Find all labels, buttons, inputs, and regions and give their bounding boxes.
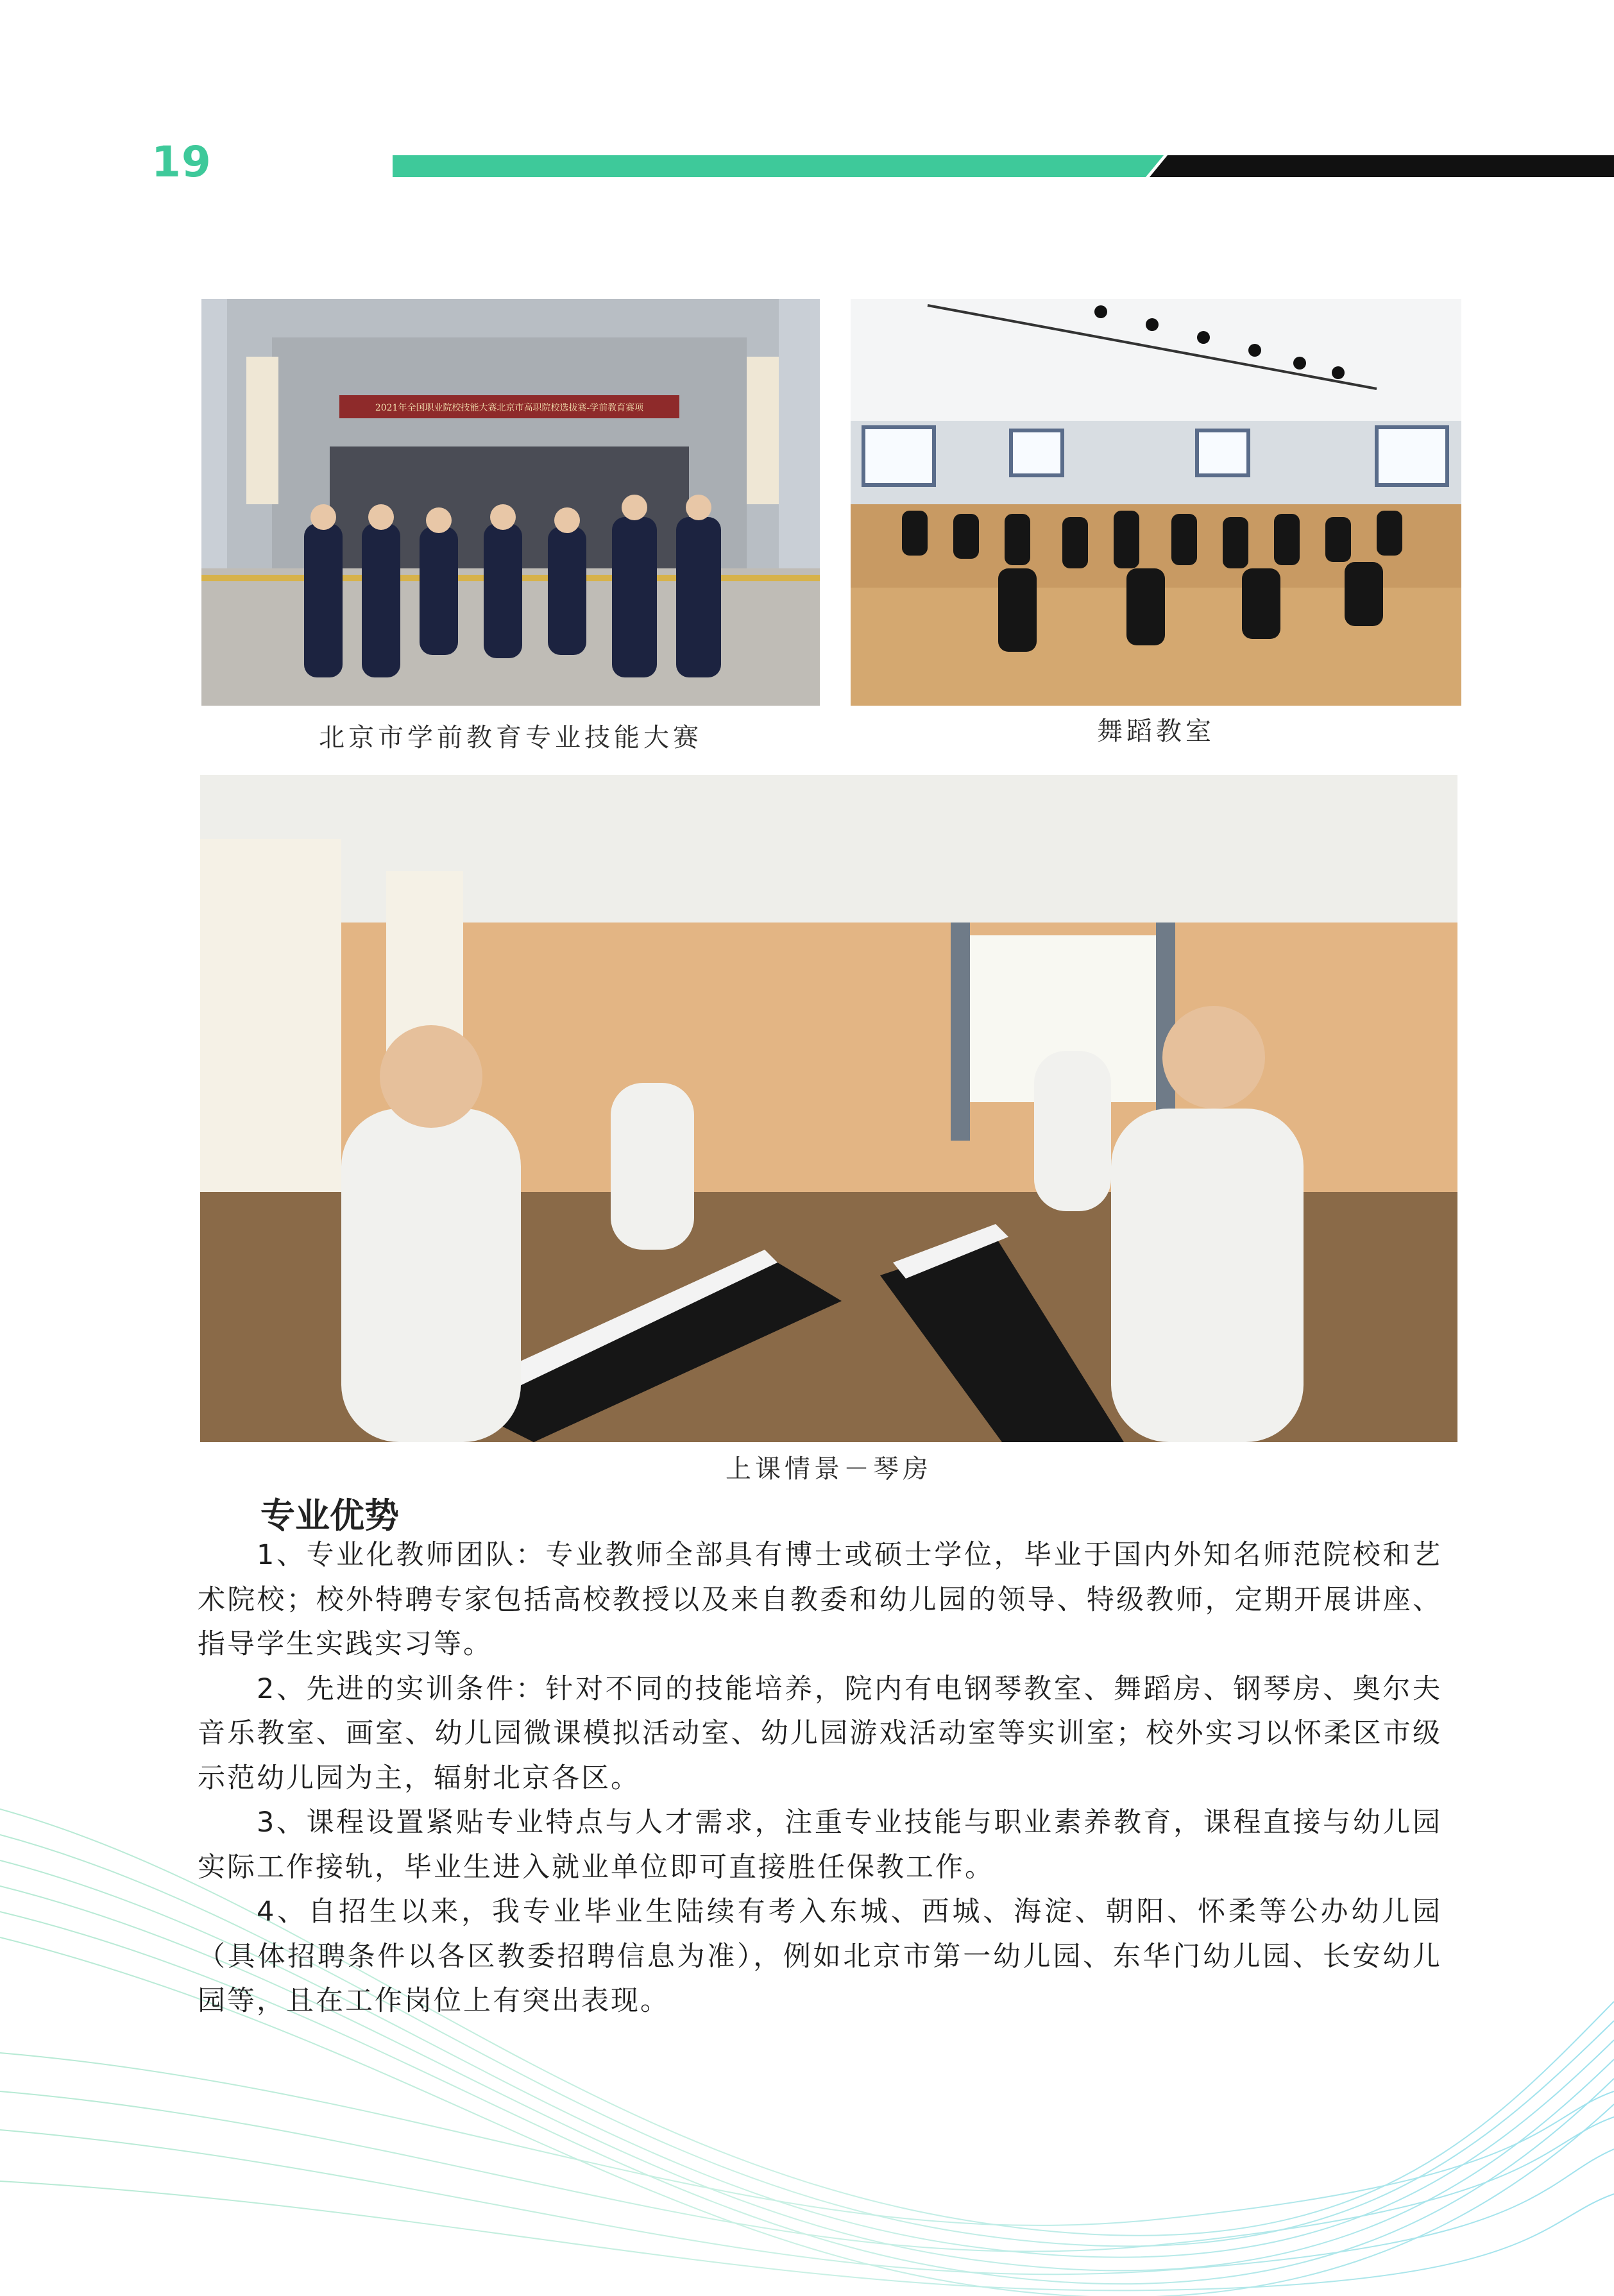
competition-banner-text: 2021年全国职业院校技能大赛北京市高职院校选拔赛-学前教育赛项: [375, 403, 644, 413]
dance-caption: 舞蹈教室: [1097, 717, 1215, 746]
header-decoration: [0, 0, 1614, 192]
paragraph-1: 1、专业化教师团队：专业教师全部具有博士或硕士学位，毕业于国内外知名师范院校和艺术院校；校外特聘专家包括高校教授以及来自教委和幼儿园的领导、特级教师，定期开展讲座、指导学生实践实习等。: [198, 1539, 1442, 1660]
page-number: 19: [151, 137, 212, 187]
dance-classroom-photo: [851, 299, 1461, 706]
section-title: 专业优势: [260, 1495, 399, 1536]
header-green-bar: [393, 155, 1164, 177]
paragraph-2: 2、先进的实训条件：针对不同的技能培养，院内有电钢琴教室、舞蹈房、钢琴房、奥尔夫音乐教室、画室、幼儿园微课模拟活动室、幼儿园游戏活动室等实训室；校外实习以怀柔区市级示范幼儿园为主，辐射北京各区。: [198, 1672, 1442, 1794]
competition-caption: 北京市学前教育专业技能大赛: [319, 723, 702, 753]
piano-room-photo: [200, 775, 1457, 1442]
header-black-bar: [1150, 155, 1614, 177]
body-text: [198, 1533, 1442, 2024]
paragraph-4: 4、自招生以来，我专业毕业生陆续有考入东城、西城、海淀、朝阳、怀柔等公办幼儿园（具体招聘条件以各区教委招聘信息为准），例如北京市第一幼儿园、东华门幼儿园、长安幼儿园等，且在工作岗位上有突出表现。: [198, 1896, 1442, 2017]
paragraph-3: 3、课程设置紧贴专业特点与人才需求，注重专业技能与职业素养教育，课程直接与幼儿园实际工作接轨，毕业生进入就业单位即可直接胜任保教工作。: [198, 1807, 1442, 1884]
piano-caption: 上课情景－琴房: [726, 1454, 932, 1484]
competition-photo: [201, 299, 820, 706]
